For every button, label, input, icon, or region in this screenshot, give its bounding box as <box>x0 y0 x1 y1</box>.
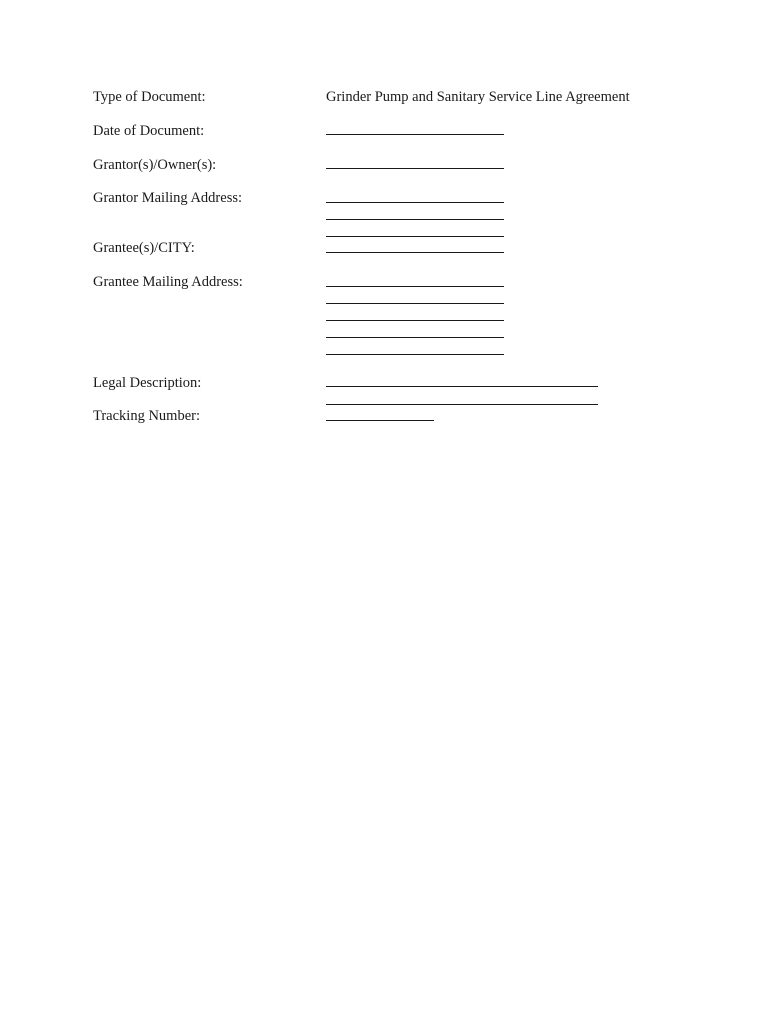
grantor-mailing-address-label: Grantor Mailing Address: <box>93 190 243 206</box>
type-of-document-value: Grinder Pump and Sanitary Service Line Agreement <box>326 89 630 105</box>
grantee-mailing-address-blank-5[interactable] <box>326 354 504 355</box>
grantee-mailing-address-blank-3[interactable] <box>326 320 504 321</box>
date-of-document-label: Date of Document: <box>93 123 205 139</box>
grantor-mailing-address-blank-2[interactable] <box>326 219 504 220</box>
grantor-mailing-address-blank-3[interactable] <box>326 236 504 237</box>
grantee-mailing-address-blank-1[interactable] <box>326 286 504 287</box>
grantee-mailing-address-blank-4[interactable] <box>326 337 504 338</box>
grantee-city-blank[interactable] <box>326 252 504 253</box>
tracking-number-blank[interactable] <box>326 420 434 421</box>
legal-description-blank-1[interactable] <box>326 386 598 387</box>
legal-description-blank-2[interactable] <box>326 404 598 405</box>
grantor-owner-blank[interactable] <box>326 168 504 169</box>
tracking-number-label: Tracking Number: <box>93 408 200 424</box>
type-of-document-label: Type of Document: <box>93 89 206 105</box>
grantee-city-label: Grantee(s)/CITY: <box>93 240 195 256</box>
grantor-owner-label: Grantor(s)/Owner(s): <box>93 157 217 173</box>
grantee-mailing-address-blank-2[interactable] <box>326 303 504 304</box>
date-of-document-blank[interactable] <box>326 134 504 135</box>
grantee-mailing-address-label: Grantee Mailing Address: <box>93 274 243 290</box>
grantor-mailing-address-blank-1[interactable] <box>326 202 504 203</box>
legal-description-label: Legal Description: <box>93 375 202 391</box>
